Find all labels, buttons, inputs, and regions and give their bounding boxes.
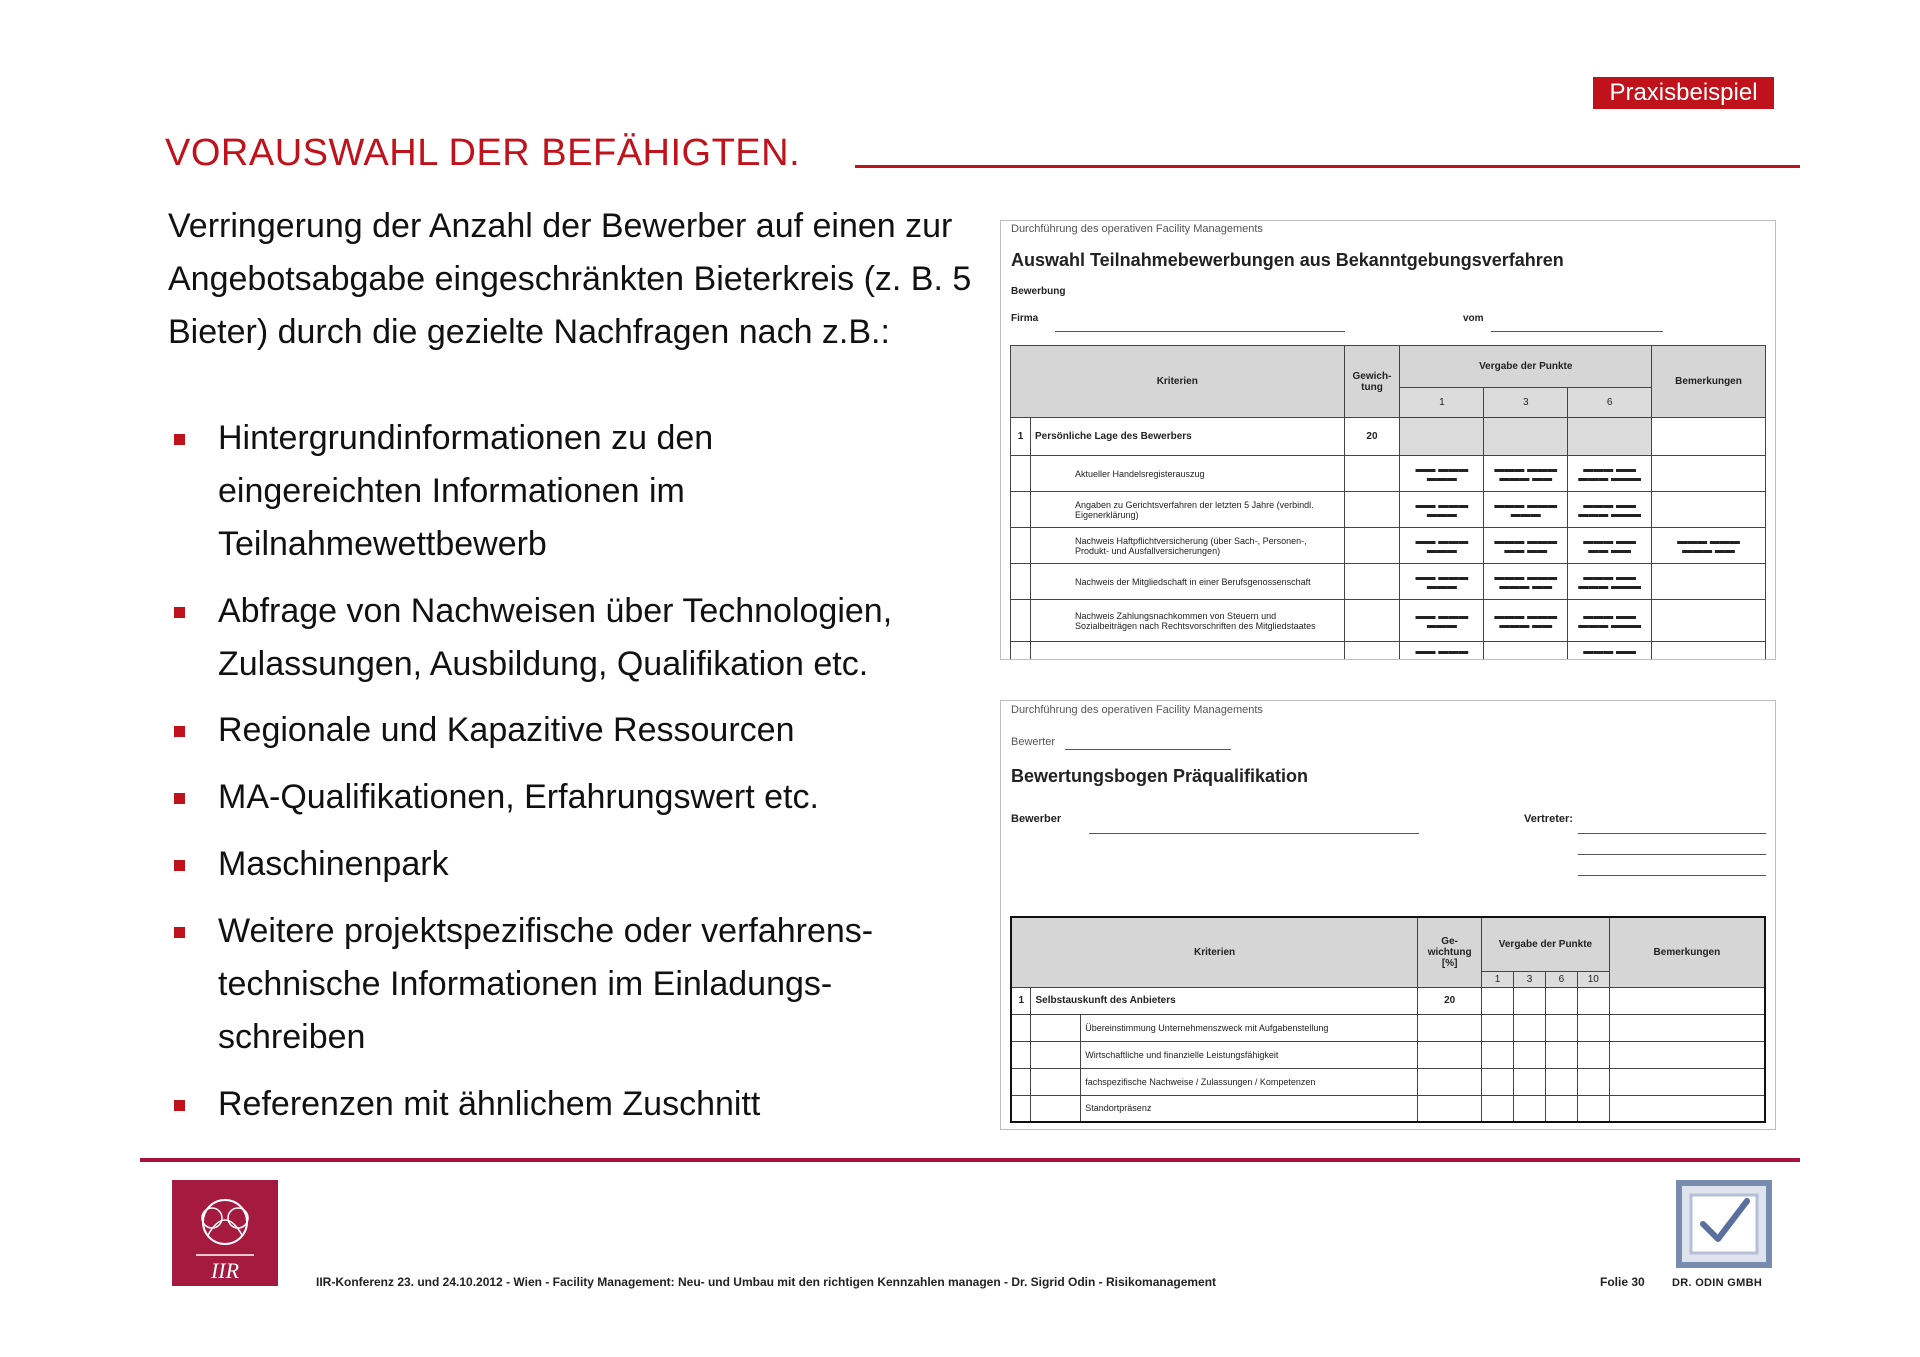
col-kriterien: Kriterien xyxy=(1011,346,1345,418)
company-name: DR. ODIN GMBH xyxy=(1672,1277,1763,1289)
col-vergabe: Vergabe der Punkte xyxy=(1400,346,1652,388)
bullet-text: MA-Qualifikationen, Erfahrungswert etc. xyxy=(218,778,819,816)
vertreter-line xyxy=(1578,854,1766,855)
bullet-text: Regionale und Kapazitive Ressourcen xyxy=(218,711,795,749)
criterion-row: Angaben zu Gerichtsverfahren der letzten 5 Jahre (verbindl. Eigenerklärung) xyxy=(1030,492,1344,528)
criterion-row: Übereinstimmung Unternehmenszweck mit Aufgabenstellung xyxy=(1081,1014,1418,1041)
col-vergabe: Vergabe der Punkte xyxy=(1482,917,1610,971)
iir-logo-text: IIR xyxy=(210,1258,240,1283)
footer-conference-text: IIR-Konferenz 23. und 24.10.2012 - Wien - Facility Management: Neu- und Umbau mit den richtigen Kennzahlen managen - Dr. Sigrid Odin - Risikomanagement xyxy=(316,1275,1217,1289)
points-header: 3 xyxy=(1514,971,1546,987)
bullet-square-icon xyxy=(174,726,185,737)
criterion-row: fachspezifische Nachweise / Zulassungen / Kompetenzen xyxy=(1081,1068,1418,1095)
bullet-text: Weitere projektspezifische oder verfahrens-technische Informationen im Einladungs-schreiben xyxy=(218,912,874,1056)
bullet-item xyxy=(168,905,968,1064)
bullet-square-icon xyxy=(174,1100,185,1111)
bullet-square-icon xyxy=(174,607,185,618)
points-header: 1 xyxy=(1482,971,1514,987)
bullet-square-icon xyxy=(174,793,185,804)
points-header: 10 xyxy=(1577,971,1609,987)
bullet-square-icon xyxy=(174,434,185,445)
points-header: 6 xyxy=(1545,971,1577,987)
bullet-item xyxy=(168,1078,968,1131)
section-weight: 20 xyxy=(1344,418,1400,456)
section-number: 1 xyxy=(1011,418,1031,456)
col-bemerkungen: Bemerkungen xyxy=(1652,346,1766,418)
bullet-square-icon xyxy=(174,927,185,938)
form-caption: Durchführung des operativen Facility Managements xyxy=(1011,223,1263,235)
col-kriterien: Kriterien xyxy=(1011,917,1418,987)
section-number: 1 xyxy=(1011,987,1031,1014)
slide-title: VORAUSWAHL DER BEFÄHIGTEN. xyxy=(165,132,801,174)
bullet-square-icon xyxy=(174,860,185,871)
section-label: Persönliche Lage des Bewerbers xyxy=(1030,418,1344,456)
bullet-text: Referenzen mit ähnlichem Zuschnitt xyxy=(218,1085,761,1123)
section-label: Selbstauskunft des Anbieters xyxy=(1031,987,1418,1014)
bullet-item xyxy=(168,771,968,824)
praxisbeispiel-badge: Praxisbeispiel xyxy=(1593,77,1774,109)
criteria-table: Kriterien Gewich-tung Vergabe der Punkte Bemerkungen 1 3 6 1 Persönliche Lage des Bewerbers 20 Aktueller Handelsregisterauszug ▬▬ ▬▬▬ ▬▬▬ ▬▬▬ ▬▬▬ ▬▬▬ ▬▬ ▬▬▬ ▬▬ ▬▬▬ ▬▬▬ Angaben zu Gerichtsverfahren der letzten 5 Jahre (verbindl. Eigenerklärung) ▬▬ ▬▬▬ ▬▬▬ ▬▬▬ ▬▬▬ ▬▬▬ ▬▬▬ ▬▬ ▬▬▬ ▬▬▬ Nachweis Haftpflichtversicherung (über Sach-, Personen-, Produkt- und Ausfallversicherungen) ▬▬ ▬▬▬ ▬▬▬ ▬▬▬ ▬▬▬ ▬▬ ▬▬ ▬▬▬ ▬▬ ▬▬ ▬▬ ▬▬▬ ▬▬▬ ▬▬▬ ▬▬ Nachweis der Mitgliedschaft in einer Berufsgenossenschaft ▬▬ ▬▬▬ ▬▬▬ ▬▬▬ ▬▬▬ ▬▬▬ ▬▬ ▬▬▬ ▬▬ ▬▬▬ ▬▬▬ Nachweis Zahlungsnachkommen von Steuern und Sozialbeiträgen nach Rechtsvorschriften des Mitgliedstaates ▬▬ ▬▬▬ ▬▬▬ ▬▬▬ ▬▬▬ ▬▬▬ ▬▬ ▬▬▬ ▬▬ ▬▬▬ ▬▬▬ ▬▬ ▬▬▬ ▬▬▬ ▬▬ xyxy=(1010,345,1766,660)
bewerber-line xyxy=(1089,833,1419,834)
vertreter-line xyxy=(1578,833,1766,834)
form-heading: Auswahl Teilnahmebewerbungen aus Bekanntgebungsverfahren xyxy=(1011,250,1564,270)
bullet-text: Hintergrundinformationen zu den eingereichten Informationen im Teilnahmewettbewerb xyxy=(218,419,714,563)
points-header: 3 xyxy=(1484,388,1568,418)
form-bewertungsbogen xyxy=(1000,700,1776,1130)
footer-rule xyxy=(140,1158,1800,1162)
col-gewichtung: Ge-wichtung [%] xyxy=(1418,917,1482,987)
criterion-row: Wirtschaftliche und finanzielle Leistungsfähigkeit xyxy=(1081,1041,1418,1068)
col-gewichtung: Gewich-tung xyxy=(1344,346,1400,418)
criterion-row: Nachweis Haftpflichtversicherung (über Sach-, Personen-, Produkt- und Ausfallversicherungen) xyxy=(1030,528,1344,564)
iir-logo-icon xyxy=(172,1180,278,1286)
criteria-table xyxy=(1010,916,1766,1123)
label-firma: Firma xyxy=(1011,313,1039,324)
label-bewerber: Bewerber xyxy=(1011,813,1062,825)
section-weight: 20 xyxy=(1418,987,1482,1014)
label-bewerbung: Bewerbung xyxy=(1011,286,1066,297)
points-header: 1 xyxy=(1400,388,1484,418)
bewerter-line xyxy=(1065,749,1231,750)
label-vertreter: Vertreter: xyxy=(1524,813,1573,825)
bullet-item xyxy=(168,704,968,757)
intro-text: Verringerung der Anzahl der Bewerber auf einen zur Angebotsabgabe eingeschränkten Bieterkreis (z. B. 5 Bieter) durch die gezielte Nachfragen nach z.B.: xyxy=(168,207,972,351)
slide-number: Folie 30 xyxy=(1600,1275,1645,1289)
label-bewerter: Bewerter xyxy=(1011,736,1056,748)
form-caption: Durchführung des operativen Facility Managements xyxy=(1011,704,1263,716)
vertreter-line xyxy=(1578,875,1766,876)
form-heading: Bewertungsbogen Präqualifikation xyxy=(1011,766,1309,786)
form-teilnahmebewerbungen xyxy=(1000,220,1776,660)
vom-line xyxy=(1491,331,1663,332)
criterion-row: Aktueller Handelsregisterauszug xyxy=(1030,456,1344,492)
bullet-item xyxy=(168,838,968,891)
label-vom: vom xyxy=(1463,313,1484,324)
bullet-text: Abfrage von Nachweisen über Technologien, Zulassungen, Ausbildung, Qualifikation etc. xyxy=(218,592,893,683)
criterion-row: Nachweis Zahlungsnachkommen von Steuern und Sozialbeiträgen nach Rechtsvorschriften des Mitgliedstaates xyxy=(1030,600,1344,642)
col-bemerkungen: Bemerkungen xyxy=(1609,917,1765,987)
bullet-item xyxy=(168,412,968,571)
points-header: 6 xyxy=(1568,388,1652,418)
criterion-row: Standortpräsenz xyxy=(1081,1095,1418,1122)
title-underline xyxy=(855,165,1800,168)
firma-line xyxy=(1055,331,1345,332)
criterion-row: Nachweis der Mitgliedschaft in einer Berufsgenossenschaft xyxy=(1030,564,1344,600)
bullet-text: Maschinenpark xyxy=(218,845,449,883)
checkmark-logo-icon xyxy=(1673,1177,1775,1271)
bullet-item xyxy=(168,585,968,691)
